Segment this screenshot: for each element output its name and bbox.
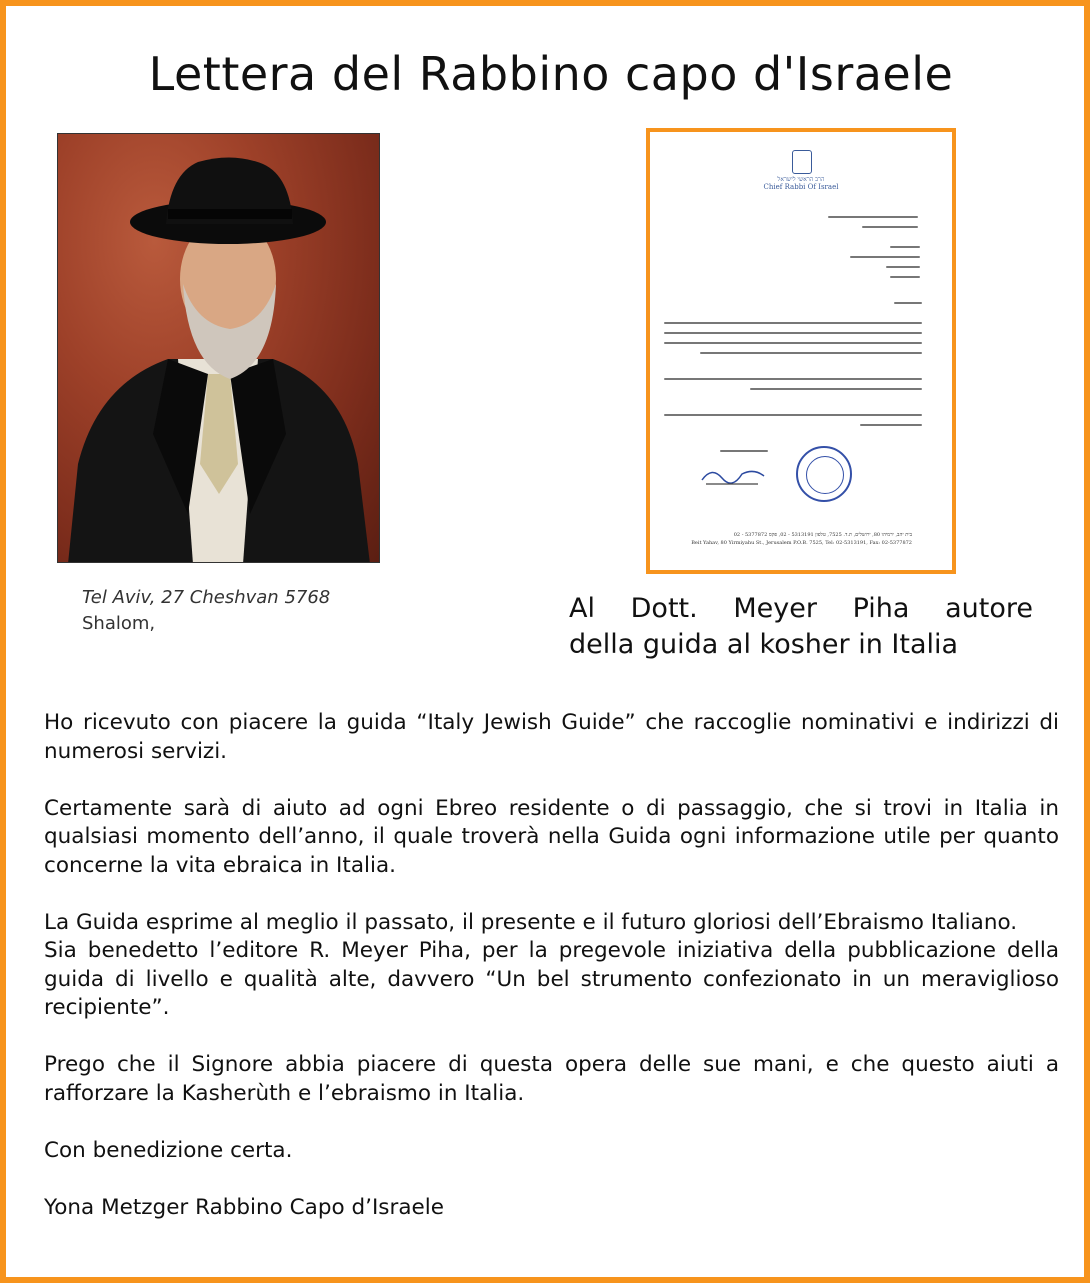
letter-line	[850, 256, 920, 258]
letter-line	[664, 322, 922, 324]
letter-line	[828, 216, 918, 218]
signature-line: Yona Metzger Rabbino Capo d’Israele	[44, 1194, 444, 1220]
letter-line	[862, 226, 918, 228]
menorah-emblem-icon	[792, 150, 812, 174]
letter-header-hebrew: הרב הראשי לישראל	[777, 176, 825, 183]
letter-line	[894, 302, 922, 304]
paragraph: Ho ricevuto con piacere la guida “Italy Jewish Guide” che raccoglie nominativi e indirizzi di numerosi servizi.	[44, 710, 1059, 764]
letter-line	[664, 378, 922, 380]
caption-date: Tel Aviv, 27 Cheshvan 5768	[82, 587, 331, 608]
letter-line	[750, 388, 922, 390]
letter-line	[720, 450, 768, 452]
closing: Con benedizione certa.	[44, 1137, 293, 1163]
letter-line	[860, 424, 922, 426]
paragraph: Prego che il Signore abbia piacere di questa opera delle sue mani, e che questo aiuti a rafforzare la Kasherùth e l’ebraismo in Italia.	[44, 1052, 1059, 1106]
letter-line	[664, 414, 922, 416]
addressee-line-2: della guida al kosher in Italia	[569, 629, 959, 660]
photo-caption	[82, 585, 330, 637]
letter-line	[664, 342, 922, 344]
caption-greeting: Shalom,	[82, 613, 156, 634]
rabbi-photo	[57, 133, 380, 563]
letter-footer-english: Beit Yahav, 80 Yirmiyahu St., Jerusalem P.O.B. 7525, Tel: 02-5313191, Fax: 02-5377872	[691, 540, 912, 546]
letter-line	[700, 352, 922, 354]
letter-header-english: Chief Rabbi Of Israel	[763, 183, 839, 191]
letter-line	[890, 246, 920, 248]
page-title: Lettera del Rabbino capo d'Israele	[148, 47, 954, 101]
paragraph: La Guida esprime al meglio il passato, il presente e il futuro gloriosi dell’Ebraismo Italiano.	[44, 909, 1018, 935]
letter-footer-hebrew: בית יהב, ירמיהו 80, ירושלים, ת.ד. 7525, טלפון 5313191 - 02, פקס 5377872 - 02	[733, 532, 912, 538]
letter-body	[44, 709, 1059, 1222]
addressee	[569, 591, 1033, 663]
official-seal-icon	[796, 446, 852, 502]
paragraph: Certamente sarà di aiuto ad ogni Ebreo residente o di passaggio, che si trovi in Italia in qualsiasi momento dell’anno, il quale troverà nella Guida ogni informazione utile per quanto concerne la vita ebraica in Italia.	[44, 795, 1059, 878]
letter-line	[886, 266, 920, 268]
addressee-line-1: Al Dott. Meyer Piha autore	[569, 593, 1033, 624]
handwritten-signature-icon	[698, 458, 768, 488]
letter-line	[890, 276, 920, 278]
letter-image	[646, 128, 956, 574]
letter-line	[664, 332, 922, 334]
paragraph: Sia benedetto l’editore R. Meyer Piha, per la pregevole iniziativa della pubblicazione della guida di livello e qualità alte, davvero “Un bel strumento confezionato in un meraviglioso recipiente”.	[44, 938, 1059, 1020]
